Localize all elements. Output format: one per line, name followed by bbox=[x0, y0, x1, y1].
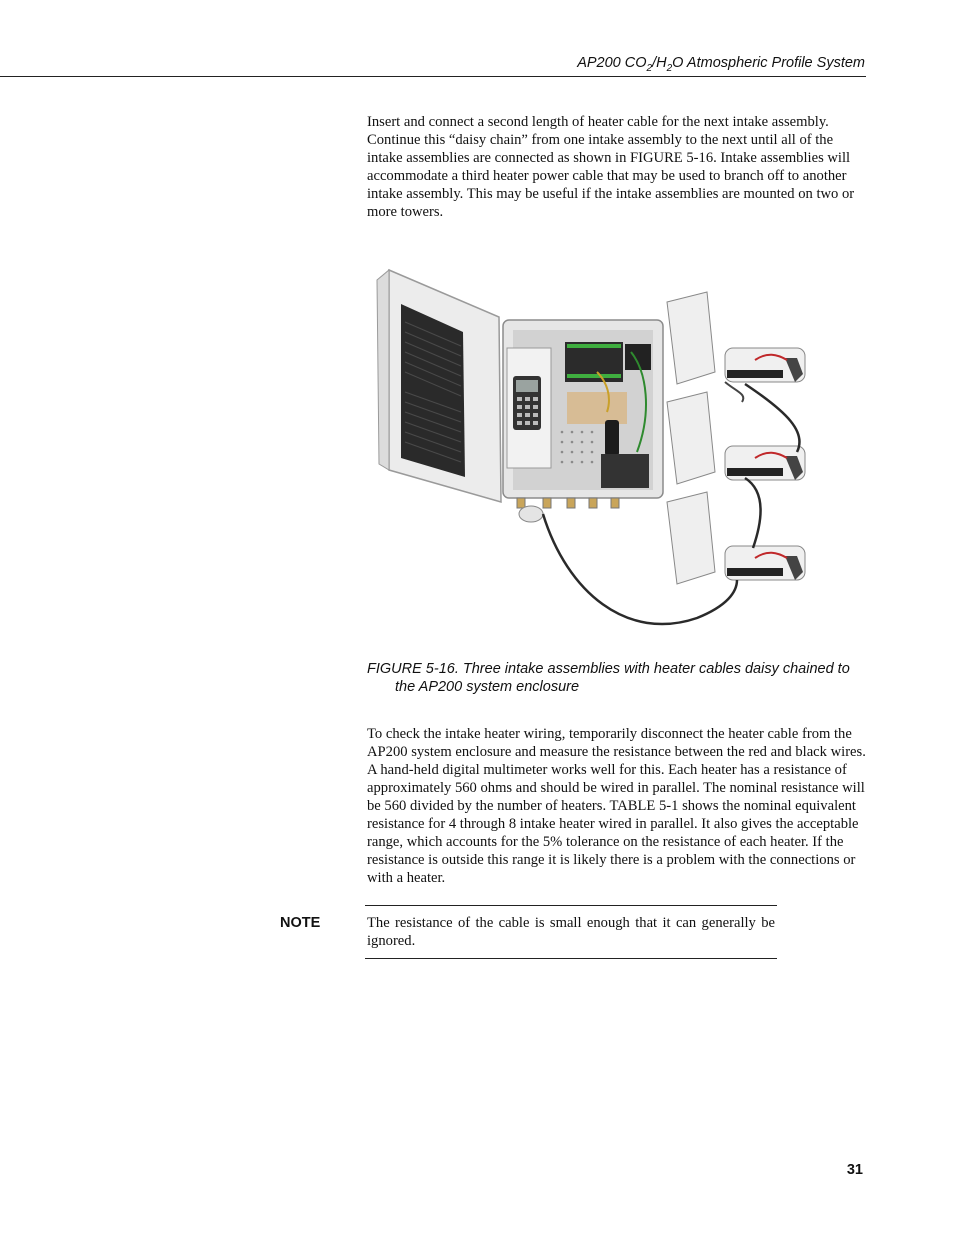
intake-assembly-3 bbox=[667, 492, 805, 584]
page-number: 31 bbox=[846, 1162, 863, 1178]
enclosure-box bbox=[503, 320, 663, 522]
enclosure-illustration bbox=[367, 262, 813, 637]
figure-caption: FIGURE 5-16. Three intake assemblies with heater cables daisy chained to the AP200 system enclosure bbox=[367, 661, 850, 695]
subscript-2: 2 bbox=[646, 62, 653, 74]
header-rule bbox=[0, 76, 866, 77]
figure-enclosure-illustration bbox=[367, 262, 813, 637]
subscript-2: 2 bbox=[666, 62, 673, 74]
enclosure-door bbox=[377, 270, 501, 502]
intake-assembly-2 bbox=[667, 392, 805, 484]
intake-assembly-1 bbox=[667, 292, 805, 402]
running-header: AP200 $CO_2/H_2O$ Atmospheric Profile System bbox=[577, 55, 865, 74]
note-rule-bottom bbox=[365, 958, 777, 959]
paragraph-daisy-chain: Insert and connect a second length of heater cable for the next intake assembly. Continue this “daisy chain” from one intake assembly to the next until all of the intake assemblies are connected as shown in FIGURE 5-16. Intake assemblies will accommodate a third heater power cable that may be used to branch off to another intake assembly. This may be useful if the intake assemblies are mounted on two or more towers. bbox=[367, 114, 855, 220]
paragraph-heater-wiring-check: To check the intake heater wiring, temporarily disconnect the heater cable from the AP200 system enclosure and measure the resistance between the red and black wires. A hand-held digital multimeter works well for this. Each heater has a resistance of approximately 560 ohms and should be wired in parallel. The nominal resistance will be 560 divided by the number of heaters. TABLE 5-1 shows the nominal equivalent resistance for 4 through 8 intake heater wired in parallel. It also gives the acceptable range, which accounts for the 5% tolerance on the resistance of each heater. If the resistance is outside this range it is likely there is a problem with the connections or with a heater. bbox=[367, 726, 866, 886]
note-rule-top bbox=[365, 905, 777, 906]
note-text: The resistance of the cable is small enough that it can generally be ignored. bbox=[367, 915, 775, 949]
note-label: NOTE bbox=[280, 915, 321, 931]
